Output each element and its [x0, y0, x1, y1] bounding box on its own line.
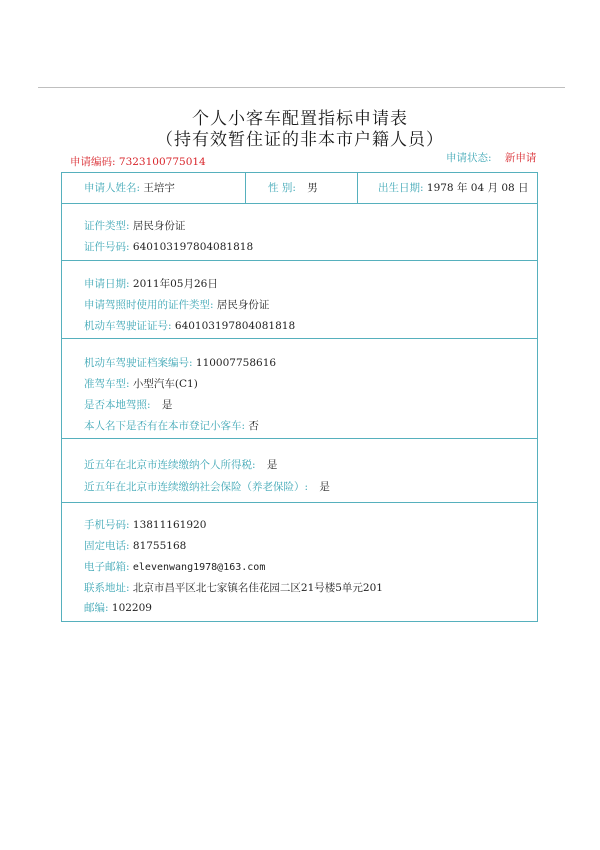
cell-divider	[245, 173, 246, 203]
registered-car-value: 否	[248, 420, 259, 432]
page-title: 个人小客车配置指标申请表	[192, 109, 408, 129]
id-type-label: 证件类型:	[84, 220, 130, 232]
email-label: 电子邮箱:	[84, 561, 130, 573]
id-number-label: 证件号码:	[84, 241, 130, 253]
archive-label: 机动车驾驶证档案编号:	[84, 357, 193, 369]
postcode-label: 邮编:	[84, 602, 109, 614]
top-divider	[38, 87, 565, 88]
tax-section	[62, 439, 537, 503]
status-label: 申请状态:	[446, 152, 492, 164]
local-license-value: 是	[161, 399, 173, 411]
social-insurance	[84, 479, 330, 494]
id-type	[84, 218, 185, 233]
birth-date	[378, 173, 529, 203]
mobile-value: 13811161920	[132, 519, 207, 531]
address-label: 联系地址:	[84, 582, 130, 594]
basic-info-row	[62, 173, 537, 204]
archive-value: 110007758616	[195, 357, 277, 369]
id-number-value: 640103197804081818	[132, 241, 254, 253]
license-number	[84, 318, 295, 333]
applicant-name	[84, 173, 175, 203]
mobile	[84, 517, 206, 532]
local-license-label: 是否本地驾照:	[84, 399, 151, 411]
postcode	[84, 600, 152, 615]
license-id-type-value: 居民身份证	[216, 299, 270, 311]
postcode-value: 102209	[111, 602, 152, 614]
id-number	[84, 239, 253, 254]
email	[84, 559, 265, 574]
application-form	[61, 172, 538, 622]
license-section	[62, 339, 537, 439]
application-number-value: 7323100775014	[118, 156, 206, 168]
application-date	[84, 276, 218, 291]
vehicle-type-value: 小型汽车(C1)	[132, 378, 198, 390]
contact-section	[62, 503, 537, 621]
address-value: 北京市昌平区北七家镇名佳花园二区21号楼5单元201	[132, 582, 383, 594]
income-tax-label: 近五年在北京市连续缴纳个人所得税:	[84, 459, 256, 471]
income-tax-value: 是	[266, 459, 278, 471]
license-id-type-label: 申请驾照时使用的证件类型:	[84, 299, 214, 311]
social-insurance-value: 是	[319, 481, 330, 493]
license-number-label: 机动车驾驶证证号:	[84, 320, 172, 332]
application-section	[62, 261, 537, 339]
application-number	[70, 154, 206, 169]
income-tax	[84, 457, 277, 472]
applicant-gender	[268, 173, 318, 203]
status-value: 新申请	[504, 152, 537, 164]
local-license	[84, 397, 172, 412]
registered-car-label: 本人名下是否有在本市登记小客车:	[84, 420, 246, 432]
phone-label: 固定电话:	[84, 540, 130, 552]
address	[84, 580, 383, 595]
gender-label: 性 别:	[268, 182, 296, 194]
license-number-value: 640103197804081818	[174, 320, 296, 332]
vehicle-type	[84, 376, 198, 391]
name-value: 王培宇	[143, 182, 175, 194]
license-archive	[84, 355, 276, 370]
cell-divider	[357, 173, 358, 203]
mobile-label: 手机号码:	[84, 519, 130, 531]
page-subtitle: （持有效暂住证的非本市户籍人员）	[156, 130, 444, 150]
birth-value: 1978 年 04 月 08 日	[426, 182, 529, 194]
date-label: 申请日期:	[84, 278, 130, 290]
id-section	[62, 203, 537, 261]
name-label: 申请人姓名:	[84, 182, 141, 194]
application-number-label: 申请编码:	[70, 156, 116, 168]
date-value: 2011年05月26日	[132, 278, 218, 290]
landline	[84, 538, 186, 553]
social-insurance-label: 近五年在北京市连续缴纳社会保险（养老保险）:	[84, 481, 309, 493]
email-value: elevenwang1978@163.com	[132, 562, 266, 573]
gender-value: 男	[307, 182, 318, 194]
application-status	[446, 150, 536, 165]
phone-value: 81755168	[132, 540, 187, 552]
vehicle-type-label: 准驾车型:	[84, 378, 130, 390]
registered-car	[84, 418, 259, 433]
license-id-type	[84, 297, 269, 312]
birth-label: 出生日期:	[378, 182, 424, 194]
id-type-value: 居民身份证	[132, 220, 186, 232]
